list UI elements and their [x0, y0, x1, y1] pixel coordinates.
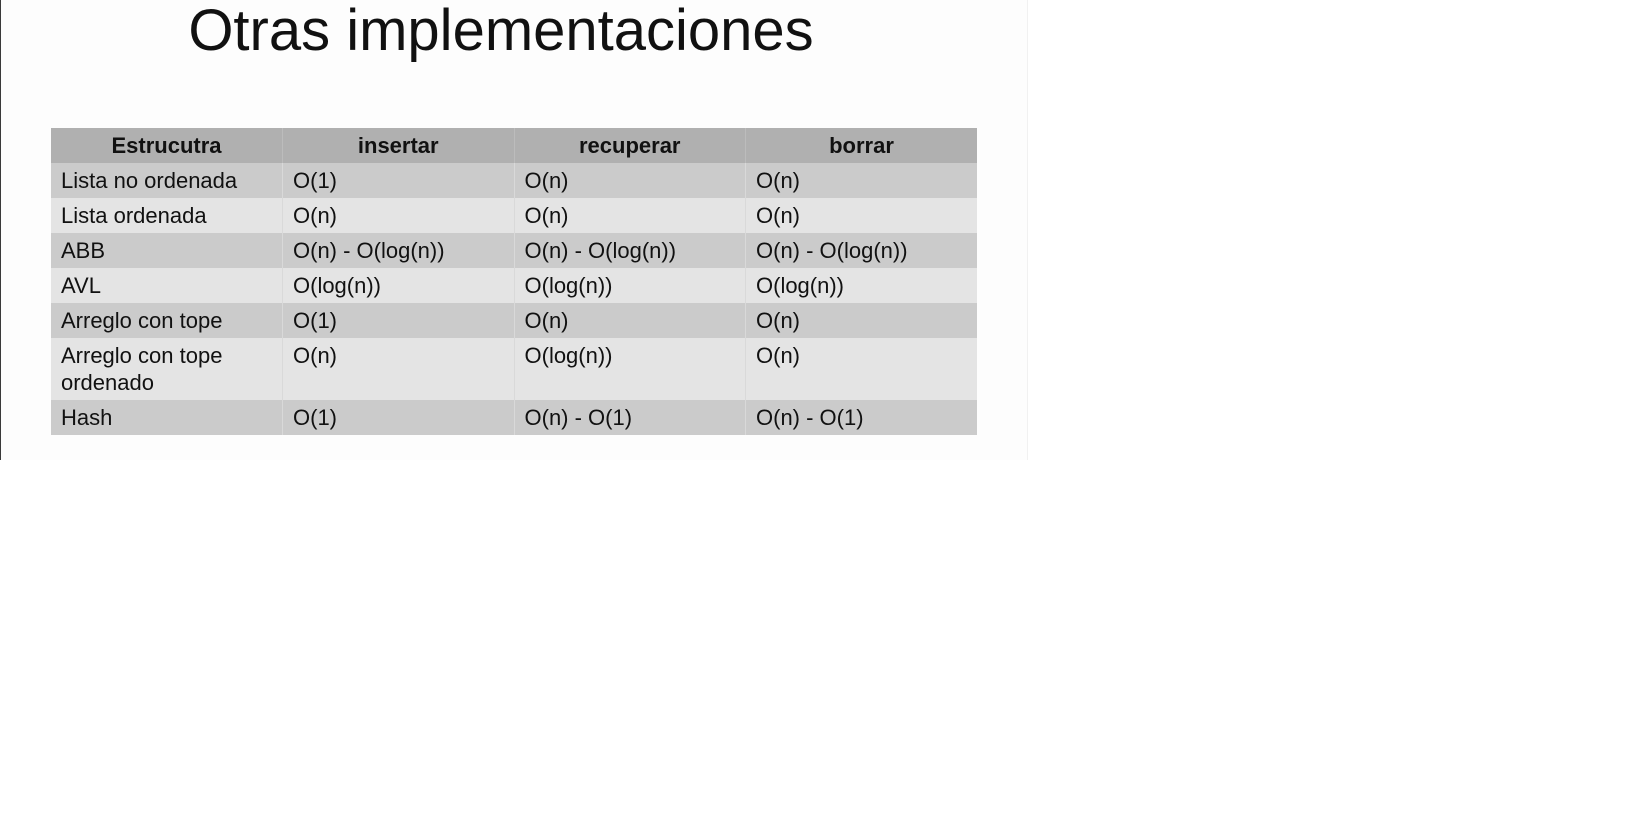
cell-structure: Lista no ordenada [51, 163, 283, 198]
header-insert: insertar [283, 128, 515, 163]
cell-structure: AVL [51, 268, 283, 303]
cell-retrieve: O(n) - O(1) [514, 400, 746, 435]
cell-delete: O(n) [746, 163, 978, 198]
cell-insert: O(1) [283, 303, 515, 338]
cell-insert: O(log(n)) [283, 268, 515, 303]
cell-insert: O(1) [283, 400, 515, 435]
header-structure: Estrucutra [51, 128, 283, 163]
complexity-table [51, 128, 977, 435]
header-retrieve: recuperar [514, 128, 746, 163]
cell-retrieve: O(log(n)) [514, 338, 746, 400]
cell-delete: O(log(n)) [746, 268, 978, 303]
cell-insert: O(1) [283, 163, 515, 198]
slide-title-text: Otras implementaciones [188, 0, 814, 63]
table-row [51, 233, 977, 268]
cell-structure: Arreglo con tope [51, 303, 283, 338]
cell-retrieve: O(n) [514, 163, 746, 198]
table-row [51, 338, 977, 400]
table-row [51, 268, 977, 303]
cell-structure: Arreglo con tope ordenado [51, 338, 283, 400]
cell-insert: O(n) [283, 338, 515, 400]
cell-insert: O(n) [283, 198, 515, 233]
cell-retrieve: O(n) - O(log(n)) [514, 233, 746, 268]
cell-retrieve: O(n) [514, 198, 746, 233]
cell-structure: Hash [51, 400, 283, 435]
cell-retrieve: O(log(n)) [514, 268, 746, 303]
cell-delete: O(n) - O(log(n)) [746, 233, 978, 268]
cell-retrieve: O(n) [514, 303, 746, 338]
cell-structure: Lista ordenada [51, 198, 283, 233]
cell-delete: O(n) [746, 198, 978, 233]
cell-delete: O(n) [746, 303, 978, 338]
table-header-row [51, 128, 977, 163]
table-row [51, 163, 977, 198]
cell-structure: ABB [51, 233, 283, 268]
table-row [51, 400, 977, 435]
header-delete: borrar [746, 128, 978, 163]
slide [0, 0, 1028, 460]
table-row [51, 198, 977, 233]
slide-edge [1027, 0, 1028, 460]
cell-delete: O(n) [746, 338, 978, 400]
table-row [51, 303, 977, 338]
cell-insert: O(n) - O(log(n)) [283, 233, 515, 268]
slide-title [1, 0, 1028, 62]
cell-delete: O(n) - O(1) [746, 400, 978, 435]
